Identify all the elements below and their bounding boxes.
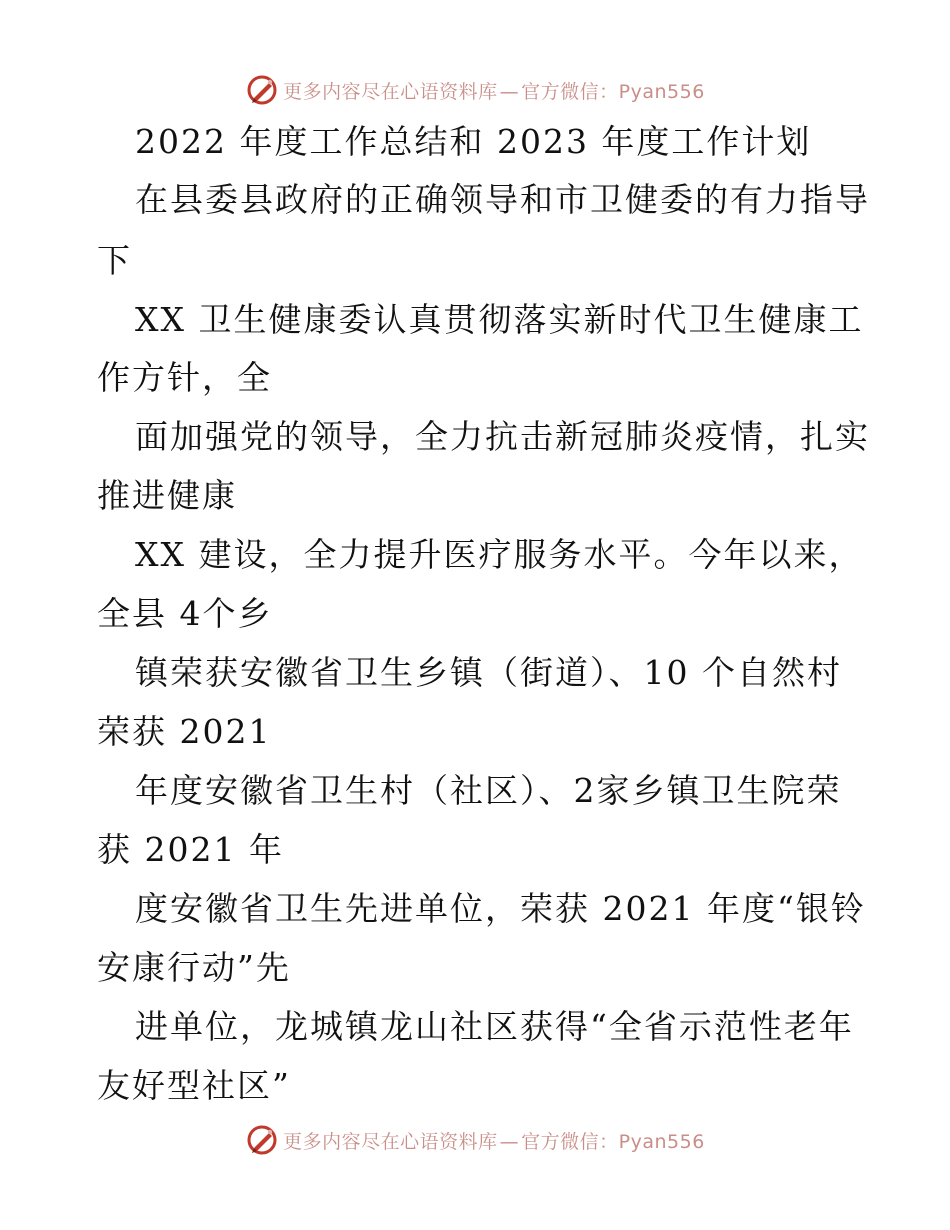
header-watermark-banner	[0, 70, 950, 110]
text-line: 度安徽省卫生先进单位，荣获 2021 年度“银铃	[135, 889, 866, 928]
banner-dash: —	[499, 1130, 520, 1153]
text-line: 下	[97, 241, 132, 280]
pen-logo-icon	[245, 73, 279, 107]
banner-wechat: 官方微信：Pyan556	[521, 80, 705, 103]
text-line: 在县委县政府的正确领导和市卫健委的有力指导	[135, 180, 870, 219]
text-line: XX 卫生健康委认真贯彻落实新时代卫生健康工	[135, 300, 864, 339]
document-title: 2022 年度工作总结和 2023 年度工作计划	[135, 122, 812, 161]
text-line: 安康行动”先	[97, 948, 291, 987]
text-line: 获 2021 年	[97, 830, 284, 869]
text-line: 荣获 2021	[97, 712, 272, 751]
text-line: 全县 4个乡	[97, 594, 273, 633]
text-line: 进单位，龙城镇龙山社区获得“全省示范性老年	[135, 1007, 854, 1046]
text-line: 友好型社区”	[97, 1066, 291, 1105]
text-line: 作方针，全	[97, 358, 272, 397]
banner-dash: —	[499, 80, 520, 103]
banner-title: 更多内容尽在心语资料库	[283, 80, 498, 103]
banner-wechat: 官方微信：Pyan556	[521, 1130, 705, 1153]
text-line: 推进健康	[97, 476, 237, 515]
footer-watermark-banner	[0, 1120, 950, 1160]
text-line: 面加强党的领导，全力抗击新冠肺炎疫情，扎实	[135, 417, 870, 456]
pen-logo-icon	[245, 1123, 279, 1157]
text-line: XX 建设，全力提升医疗服务水平。今年以来，	[135, 535, 864, 574]
text-line: 镇荣获安徽省卫生乡镇（街道）、10 个自然村	[135, 653, 842, 692]
text-line: 年度安徽省卫生村（社区）、2家乡镇卫生院荣	[135, 771, 842, 810]
banner-title: 更多内容尽在心语资料库	[283, 1130, 498, 1153]
